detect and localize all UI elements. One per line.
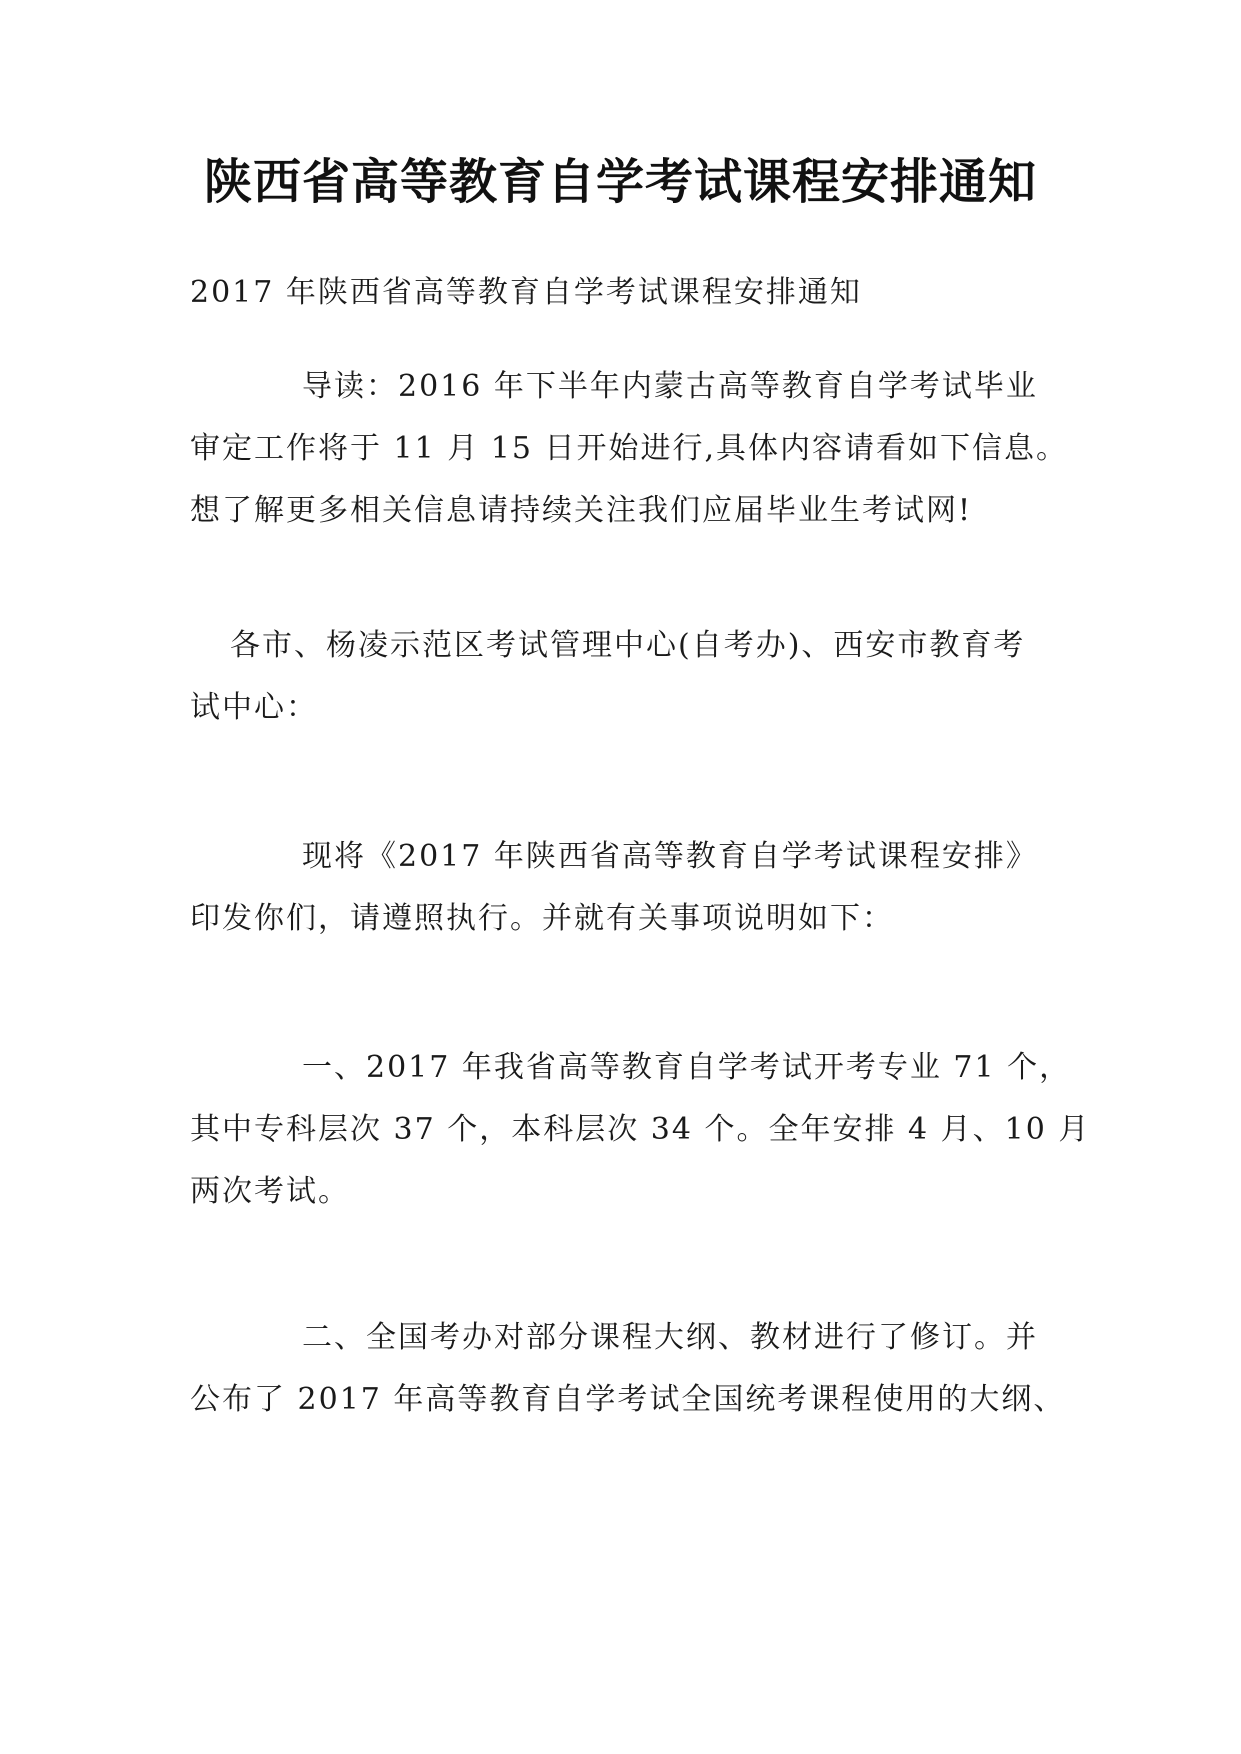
subtitle-line: 2017 年陕西省高等教育自学考试课程安排通知 [190, 275, 862, 310]
item-1-paragraph [190, 1037, 1091, 1223]
notice-line-1: 现将《2017 年陕西省高等教育自学考试课程安排》 [302, 839, 1038, 874]
item-1-line-1: 一、2017 年我省高等教育自学考试开考专业 71 个， [302, 1050, 1072, 1085]
item-2-line-1: 二、全国考办对部分课程大纲、教材进行了修订。并 [302, 1320, 1038, 1355]
intro-paragraph [190, 356, 1069, 542]
item-1-line-3: 两次考试。 [190, 1174, 350, 1209]
intro-line-3: 想了解更多相关信息请持续关注我们应届毕业生考试网! [190, 493, 973, 528]
document-subtitle [190, 262, 1060, 324]
notice-paragraph [190, 826, 1060, 950]
item-2-line-2: 公布了 2017 年高等教育自学考试全国统考课程使用的大纲、 [190, 1382, 1066, 1417]
document-title: 陕西省高等教育自学考试课程安排通知 [203, 154, 1037, 210]
intro-line-2: 审定工作将于 11 月 15 日开始进行,具体内容请看如下信息。 [190, 431, 1069, 466]
item-2-paragraph [190, 1307, 1066, 1431]
salutation-paragraph [190, 615, 1060, 739]
salutation-line-1: 各市、杨凌示范区考试管理中心(自考办)、西安市教育考 [230, 628, 1026, 663]
notice-line-2: 印发你们，请遵照执行。并就有关事项说明如下： [190, 901, 894, 936]
item-1-line-2: 其中专科层次 37 个，本科层次 34 个。全年安排 4 月、10 月 [190, 1112, 1091, 1147]
salutation-line-2: 试中心： [190, 690, 318, 725]
intro-line-1: 导读：2016 年下半年内蒙古高等教育自学考试毕业 [302, 369, 1038, 404]
